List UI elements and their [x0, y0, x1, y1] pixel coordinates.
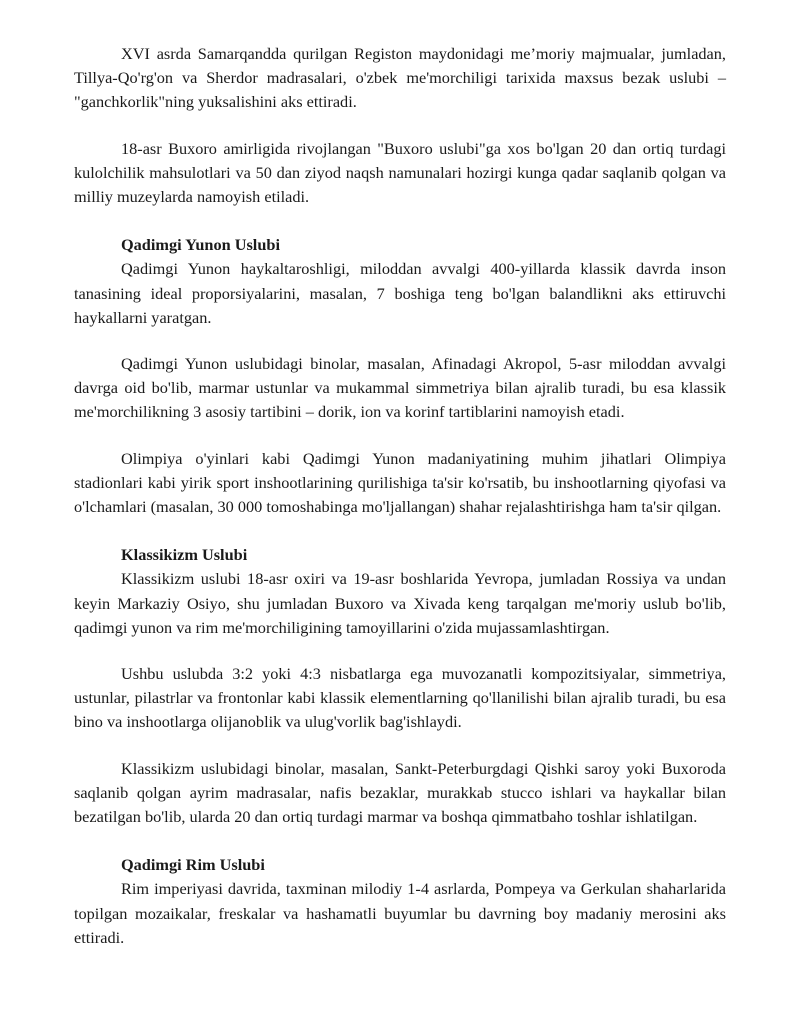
heading-greek-style: Qadimgi Yunon Uslubi [121, 235, 280, 255]
paragraph-greek-olympics: Olimpiya o'yinlari kabi Qadimgi Yunon madaniyatining muhim jihatlari Olimpiya stadionlari kabi yirik sport inshootlarining qurilishiga ta'sir ko'rsatib, bu inshootlarning qiyofasi va o'lchamlari (masalan, 30 000 tomoshabinga mo'ljallangan) shahar rejalashtirishga ham ta'sir qilgan. [74, 448, 726, 517]
paragraph-greek-buildings: Qadimgi Yunon uslubidagi binolar, masalan, Afinadagi Akropol, 5-asr miloddan avvalgi davrga oid bo'lib, marmar ustunlar va mukammal simmetriya bilan ajralib turadi, bu esa klassik me'morchilikning 3 asosiy tartibini – dorik, ion va korinf tartiblarini namoyish etadi. [74, 354, 726, 422]
paragraph-classicism-intro: Klassikizm uslubi 18-asr oxiri va 19-asr boshlarida Yevropa, jumladan Rossiya va undan keyin Markaziy Osiyo, shu jumladan Buxoro va Xivada keng tarqalgan me'moriy uslub bo'lib, qadimgi yunon va rim me'morchiligining tamoyillarini o'zida mujassamlashtirgan. [74, 569, 726, 637]
paragraph-roman-empire: Rim imperiyasi davrida, taxminan milodiy 1-4 asrlarda, Pompeya va Gerkulan shaharlarida topilgan mozaikalar, freskalar va hashamatli buyumlar bu davrning boy madaniy merosini aks ettiradi. [74, 879, 726, 947]
paragraph-registon: XVI asrda Samarqandda qurilgan Registon maydonidagi me’moriy majmualar, jumladan, Tillya-Qo'rg'on va Sherdor madrasalari, o'zbek me'morchiligi tarixida maxsus bezak uslubi – "ganchkorlik"ning yuksalishini aks ettiradi. [74, 44, 726, 112]
heading-classicism-style: Klassikizm Uslubi [121, 545, 248, 565]
paragraph-classicism-buildings: Klassikizm uslubidagi binolar, masalan, Sankt-Peterburgdagi Qishki saroy yoki Buxoroda saqlanib qolgan ayrim madrasalar, nafis bezaklar, murakkab stucco ishlari va haykallar bilan bezatilgan bo'lib, ularda 20 dan ortiq turdagi marmar va boshqa qimmatbaho toshlar ishlatilgan. [74, 758, 726, 827]
heading-roman-style: Qadimgi Rim Uslubi [121, 855, 265, 875]
document-page [74, 42, 726, 950]
paragraph-classicism-proportions: Ushbu uslubda 3:2 yoki 4:3 nisbatlarga ega muvozanatli kompozitsiyalar, simmetriya, ustunlar, pilastrlar va frontonlar kabi klassik elementlarning qo'llanilishi bilan ajralib turadi, bu esa bino va inshootlarga olijanoblik va ulug'vorlik bag'ishlaydi. [74, 664, 726, 732]
paragraph-bukhara-style: 18-asr Buxoro amirligida rivojlangan "Buxoro uslubi"ga xos bo'lgan 20 dan ortiq turdagi kulolchilik mahsulotlari va 50 dan ziyod naqsh namunalari hozirgi kunga qadar saqlanib qolgan va milliy muzeylarda namoyish etiladi. [74, 138, 726, 207]
paragraph-greek-sculpture: Qadimgi Yunon haykaltaroshligi, miloddan avvalgi 400-yillarda klassik davrda inson tanasining ideal proporsiyalarini, masalan, 7 boshiga teng bo'lgan balandlikni aks ettiruvchi haykallarni yaratgan. [74, 259, 726, 327]
